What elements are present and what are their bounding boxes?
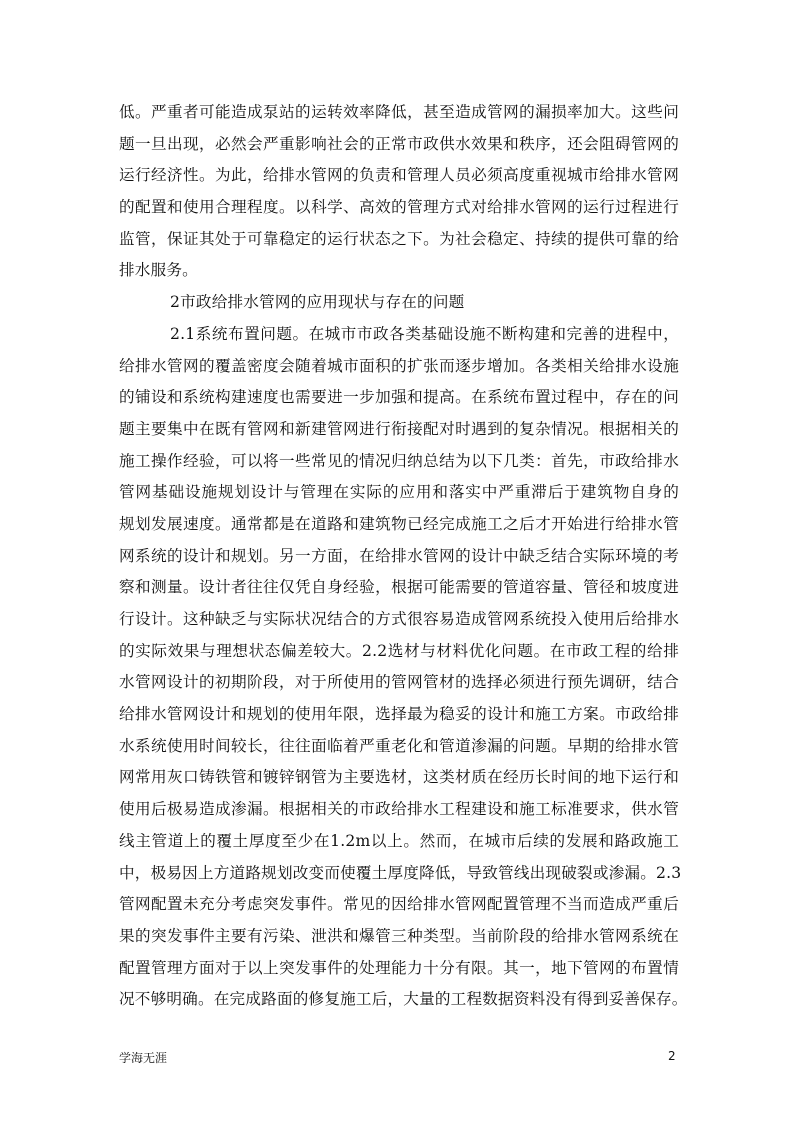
text-line: 使用后极易造成渗漏。根据相关的市政给排水工程建设和施工标准要求，供水管 — [119, 800, 679, 819]
text-line: 果的突发事件主要有污染、泄洪和爆管三种类型。当前阶段的给排水管网系统在 — [119, 926, 679, 945]
text-line: 运行经济性。为此，给排水管网的负责和管理人员必须高度重视城市给排水管网 — [119, 166, 679, 185]
text-line: 排水服务。 — [119, 261, 198, 280]
text-line: 的配置和使用合理程度。以科学、高效的管理方式对给排水管网的运行过程进行 — [119, 198, 679, 217]
section-heading: 2市政给排水管网的应用现状与存在的问题 — [170, 293, 465, 312]
text-line: 网系统的设计和规划。另一方面，在给排水管网的设计中缺乏结合实际环境的考 — [119, 546, 679, 565]
footer-left-text: 学海无涯 — [119, 1051, 168, 1065]
text-line: 察和测量。设计者往往仅凭自身经验，根据可能需要的管道容量、管径和坡度进 — [119, 578, 679, 597]
text-line: 施工操作经验，可以将一些常见的情况归纳总结为以下几类：首先，市政给排水 — [119, 451, 679, 470]
text-line: 规划发展速度。通常都是在道路和建筑物已经完成施工之后才开始进行给排水管 — [119, 514, 679, 533]
text-line: 监管，保证其处于可靠稳定的运行状态之下。为社会稳定、持续的提供可靠的给 — [119, 229, 679, 248]
text-line: 2.1系统布置问题。在城市市政各类基础设施不断构建和完善的进程中， — [170, 324, 679, 343]
text-line: 管网配置未充分考虑突发事件。常见的因给排水管网配置管理不当而造成严重后 — [119, 895, 679, 914]
text-line: 给排水管网的覆盖密度会随着城市面积的扩张而逐步增加。各类相关给排水设施 — [119, 356, 679, 375]
text-line: 网常用灰口铸铁管和镀锌钢管为主要选材，这类材质在经历长时间的地下运行和 — [119, 768, 679, 787]
text-line: 的铺设和系统构建速度也需要进一步加强和提高。在系统布置过程中，存在的问 — [119, 388, 679, 407]
text-line: 况不够明确。在完成路面的修复施工后，大量的工程数据资料没有得到妥善保存。 — [119, 990, 688, 1009]
text-line: 题一旦出现，必然会严重影响社会的正常市政供水效果和秩序，还会阻碍管网的 — [119, 134, 679, 153]
page-number: 2 — [668, 1049, 676, 1063]
text-line: 给排水管网设计和规划的使用年限，选择最为稳妥的设计和施工方案。市政给排 — [119, 705, 679, 724]
text-line: 配置管理方面对于以上突发事件的处理能力十分有限。其一，地下管网的布置情 — [119, 958, 679, 977]
text-line: 水管网设计的初期阶段，对于所使用的管网管材的选择必须进行预先调研，结合 — [119, 673, 679, 692]
text-line: 管网基础设施规划设计与管理在实际的应用和落实中严重滞后于建筑物自身的 — [119, 483, 679, 502]
text-line: 中，极易因上方道路规划改变而使覆土厚度降低，导致管线出现破裂或渗漏。2.3 — [119, 863, 682, 882]
text-line: 水系统使用时间较长，往往面临着严重老化和管道渗漏的问题。早期的给排水管 — [119, 736, 679, 755]
text-line: 低。严重者可能造成泵站的运转效率降低，甚至造成管网的漏损率加大。这些问 — [119, 103, 679, 121]
text-line: 的实际效果与理想状态偏差较大。2.2选材与材料优化问题。在市政工程的给排 — [119, 641, 679, 660]
text-line: 线主管道上的覆土厚度至少在1.2m以上。然而，在城市后续的发展和路政施工 — [119, 831, 679, 850]
body-text — [119, 97, 688, 1016]
text-line: 题主要集中在既有管网和新建管网进行衔接配对时遇到的复杂情况。根据相关的 — [119, 419, 679, 438]
text-line: 行设计。这种缺乏与实际状况结合的方式很容易造成管网系统投入使用后给排水 — [119, 610, 679, 628]
